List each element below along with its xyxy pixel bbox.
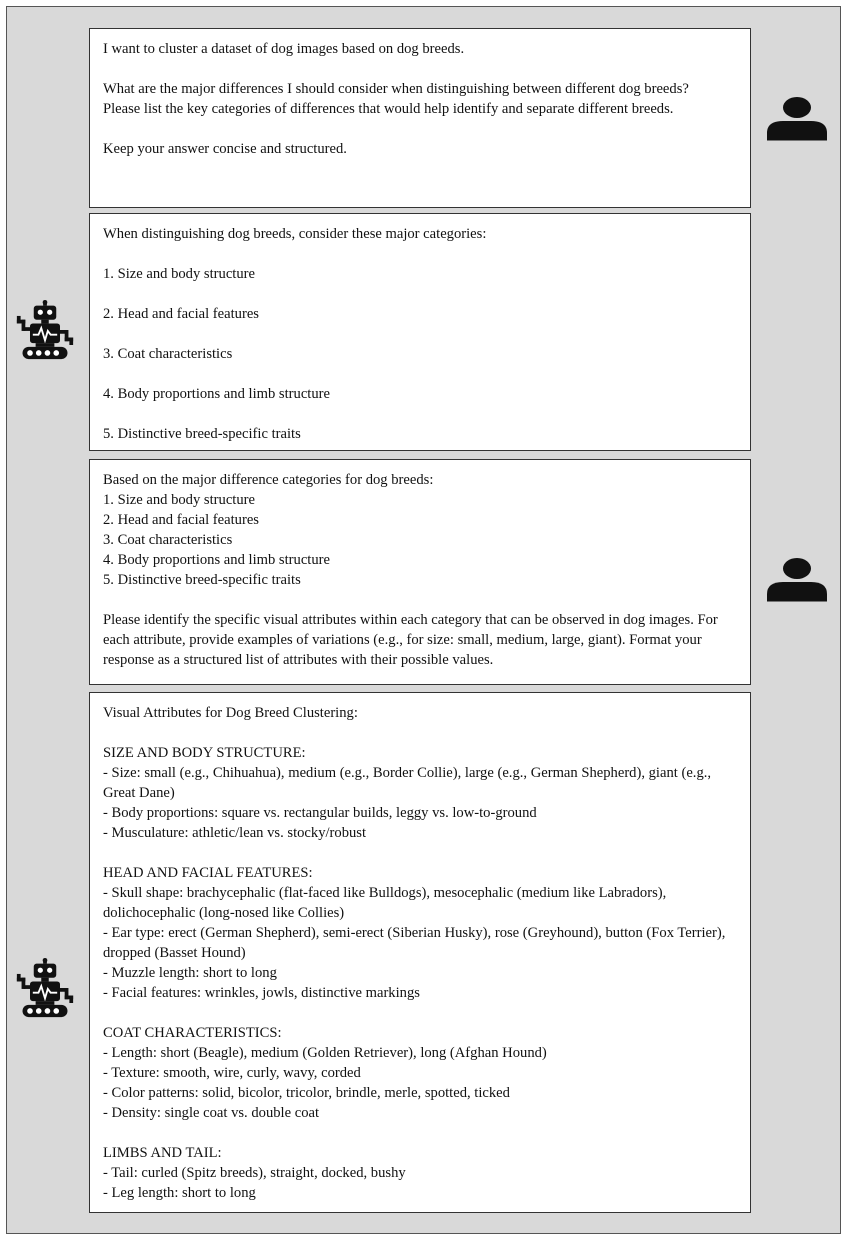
list-item: 5. Distinctive breed-specific traits	[103, 572, 301, 588]
list-item: - Color patterns: solid, bicolor, tricolor, brindle, merle, spotted, ticked	[103, 1085, 510, 1101]
user-message-2	[89, 459, 751, 685]
list-item: - Muzzle length: short to long	[103, 965, 277, 981]
robot-icon	[15, 300, 75, 360]
list-item: - Facial features: wrinkles, jowls, distinctive markings	[103, 985, 420, 1001]
list-item: 3. Coat characteristics	[103, 532, 233, 548]
list-item: - Body proportions: square vs. rectangular builds, leggy vs. low-to-ground	[103, 805, 537, 821]
list-item: - Density: single coat vs. double coat	[103, 1105, 320, 1121]
section-heading: SIZE AND BODY STRUCTURE:	[103, 745, 306, 761]
list-item: - Skull shape: brachycephalic (flat-faced like Bulldogs), mesocephalic (medium like Labradors), dolichocephalic (long-nosed like Collies)	[103, 885, 667, 921]
list-item: 2. Head and facial features	[103, 306, 259, 322]
assistant-message-2	[89, 692, 751, 1213]
message-text: What are the major differences I should consider when distinguishing between different dog breeds?	[103, 81, 689, 97]
list-item: 4. Body proportions and limb structure	[103, 552, 330, 568]
list-item: - Tail: curled (Spitz breeds), straight, docked, bushy	[103, 1165, 406, 1181]
message-text: Please identify the specific visual attributes within each category that can be observed in dog images. For each attribute, provide examples of variations (e.g., for size: small, medium, large, giant). Format your response as a structured list of attributes with their possible values.	[103, 612, 718, 668]
message-text: I want to cluster a dataset of dog images based on dog breeds.	[103, 41, 465, 57]
list-item: 4. Body proportions and limb structure	[103, 386, 330, 402]
list-item: - Size: small (e.g., Chihuahua), medium (e.g., Border Collie), large (e.g., German Shepherd), giant (e.g., Great Dane)	[103, 765, 712, 801]
list-item: - Ear type: erect (German Shepherd), semi-erect (Siberian Husky), rose (Greyhound), button (Fox Terrier), dropped (Basset Hound)	[103, 925, 726, 961]
list-item: 2. Head and facial features	[103, 512, 259, 528]
robot-icon	[15, 958, 75, 1018]
list-item: 1. Size and body structure	[103, 492, 255, 508]
list-item: - Leg length: short to long	[103, 1185, 256, 1201]
list-item: - Musculature: athletic/lean vs. stocky/robust	[103, 825, 367, 841]
list-item: - Length: short (Beagle), medium (Golden Retriever), long (Afghan Hound)	[103, 1045, 547, 1061]
message-text: When distinguishing dog breeds, consider these major categories:	[103, 226, 487, 242]
message-text: Based on the major difference categories for dog breeds:	[103, 472, 434, 488]
message-title: Visual Attributes for Dog Breed Clustering:	[103, 705, 358, 721]
person-icon	[765, 555, 829, 603]
person-icon	[765, 94, 829, 142]
list-item: 3. Coat characteristics	[103, 346, 233, 362]
section-heading: COAT CHARACTERISTICS:	[103, 1025, 282, 1041]
assistant-message-1	[89, 213, 751, 451]
message-text: Keep your answer concise and structured.	[103, 141, 347, 157]
section-heading: LIMBS AND TAIL:	[103, 1145, 222, 1161]
list-item: 5. Distinctive breed-specific traits	[103, 426, 301, 442]
list-item: 1. Size and body structure	[103, 266, 255, 282]
list-item: - Texture: smooth, wire, curly, wavy, corded	[103, 1065, 361, 1081]
user-message-1	[89, 28, 751, 208]
message-text: Please list the key categories of differences that would help identify and separate different breeds.	[103, 101, 674, 117]
section-heading: HEAD AND FACIAL FEATURES:	[103, 865, 313, 881]
